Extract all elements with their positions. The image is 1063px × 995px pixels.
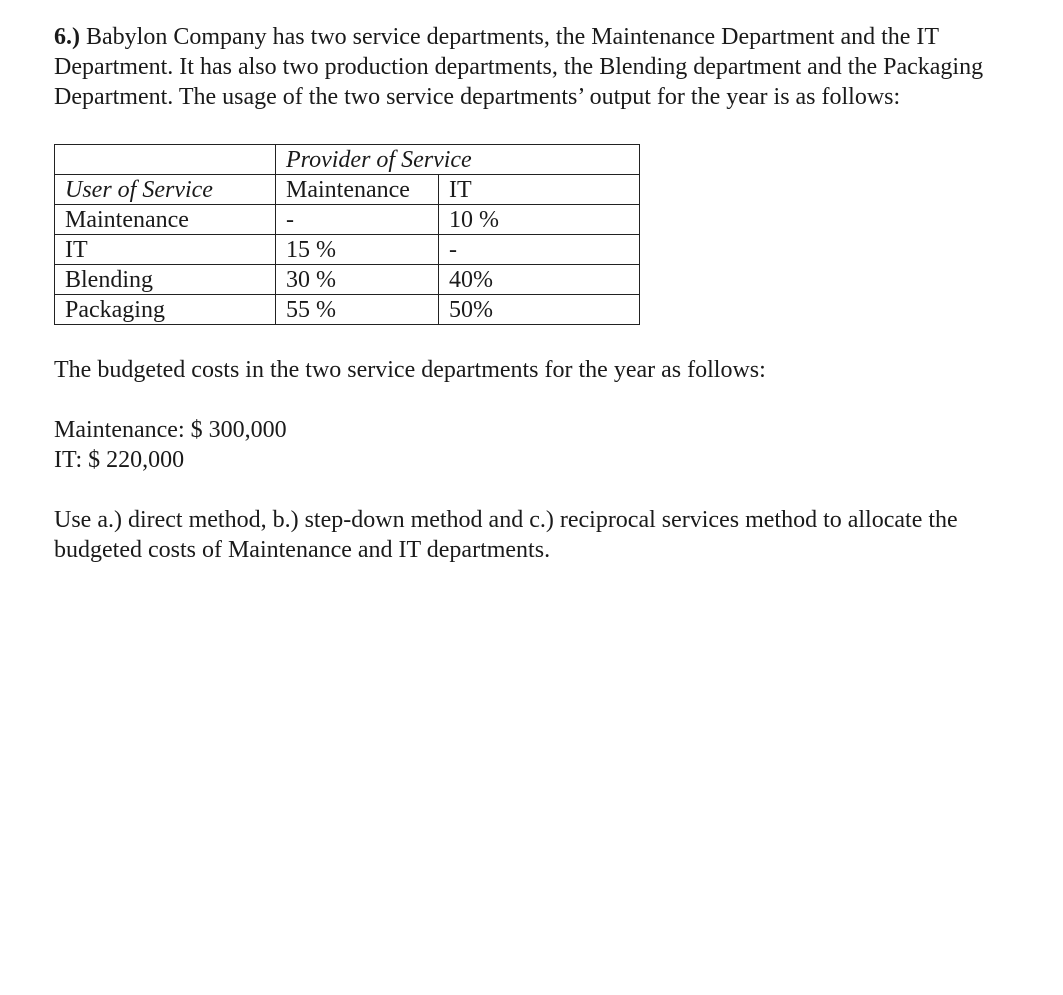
it-cost: IT: $ 220,000	[54, 447, 185, 473]
row-maintenance-value: 15 %	[276, 235, 439, 265]
row-user: Packaging	[55, 295, 276, 325]
table-row	[55, 265, 640, 295]
service-usage-table	[54, 144, 640, 325]
user-header: User of Service	[55, 175, 276, 205]
document-page	[54, 22, 1014, 565]
question-paragraph	[54, 22, 1014, 112]
table-header-row	[55, 145, 640, 175]
row-it-value: 40%	[439, 265, 640, 295]
table-row	[55, 235, 640, 265]
maintenance-cost: Maintenance: $ 300,000	[54, 417, 287, 443]
table-row	[55, 205, 640, 235]
column-header-maintenance: Maintenance	[276, 175, 439, 205]
row-user: Maintenance	[55, 205, 276, 235]
costs-intro: The budgeted costs in the two service departments for the year as follows:	[54, 357, 766, 383]
empty-header-cell	[55, 145, 276, 175]
column-header-it: IT	[439, 175, 640, 205]
question-intro: Babylon Company has two service departments, the Maintenance Department and the IT Department. It has also two production departments, the Blending department and the Packaging Department. The usage of the two service departments’ output for the year is as follows:	[54, 24, 984, 110]
question-number: 6.)	[54, 24, 80, 50]
budgeted-costs	[54, 415, 1014, 475]
row-user: IT	[55, 235, 276, 265]
row-it-value: 10 %	[439, 205, 640, 235]
table-subheader-row	[55, 175, 640, 205]
row-maintenance-value: 55 %	[276, 295, 439, 325]
row-it-value: -	[439, 235, 640, 265]
row-user: Blending	[55, 265, 276, 295]
table-row	[55, 295, 640, 325]
row-maintenance-value: 30 %	[276, 265, 439, 295]
row-maintenance-value: -	[276, 205, 439, 235]
row-it-value: 50%	[439, 295, 640, 325]
provider-header: Provider of Service	[276, 145, 640, 175]
instruction-paragraph: Use a.) direct method, b.) step-down method and c.) reciprocal services method to allocate the budgeted costs of Maintenance and IT departments.	[54, 507, 958, 563]
